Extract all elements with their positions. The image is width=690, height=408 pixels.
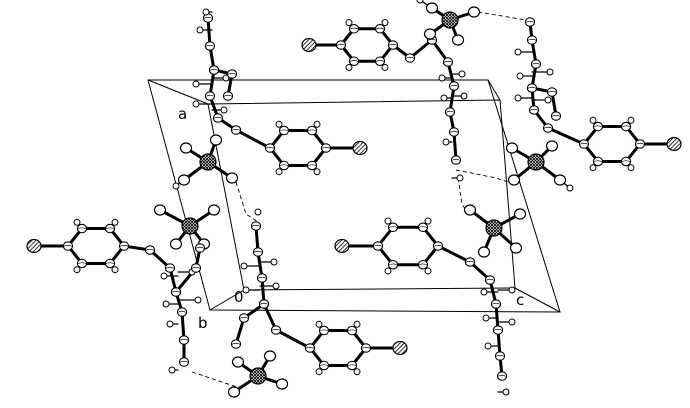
oxygen-atom: [179, 175, 190, 185]
hydrogen-atom: [346, 64, 352, 70]
hydrogen-atom: [485, 343, 491, 349]
carbon-atom: [388, 41, 397, 49]
carbon-atom: [231, 126, 240, 134]
hydrogen-atom: [271, 259, 277, 265]
carbon-atom: [209, 66, 218, 74]
carbon-atom: [77, 224, 86, 232]
hydrogen-atom: [461, 93, 467, 99]
hydrogen-atom: [173, 183, 179, 189]
carbon-atom: [257, 274, 266, 282]
carbon-atom: [579, 140, 588, 148]
hydrogen-atom: [197, 27, 203, 33]
unit-cell-edge: [488, 80, 500, 100]
oxygen-atom: [181, 143, 192, 153]
carbon-atom: [145, 246, 154, 254]
oxygen-atom: [479, 247, 490, 257]
hydrogen-atom: [316, 321, 322, 327]
carbon-atom: [307, 126, 316, 134]
hydrogen-atom: [243, 287, 249, 293]
carbon-atom: [593, 122, 602, 130]
oxygen-atom: [511, 243, 522, 253]
hydrogen-atom: [354, 321, 360, 327]
hydrogen-atom: [221, 107, 227, 113]
phosphorus-atom: [200, 154, 216, 170]
carbon-atom: [205, 42, 214, 50]
carbon-atom: [349, 25, 358, 33]
hydrogen-atom: [255, 209, 261, 215]
hydrogen-atom: [590, 165, 596, 171]
carbon-atom: [465, 258, 474, 266]
hydrogen-atom: [382, 20, 388, 26]
hydrogen-atom: [74, 219, 80, 225]
carbon-atom: [449, 82, 458, 90]
carbon-atom: [635, 140, 644, 148]
bond: [438, 246, 470, 262]
axis-label-b: b: [198, 314, 208, 332]
hydrogen-atom: [483, 315, 489, 321]
oxygen-atom: [155, 205, 166, 215]
carbon-atom: [171, 288, 180, 296]
oxygen-atom: [211, 135, 222, 145]
carbon-atom: [347, 326, 356, 334]
hydrogen-bond: [456, 170, 508, 182]
hydrogen-atom: [161, 273, 167, 279]
hydrogen-atom: [517, 73, 523, 79]
phosphorus-atom: [442, 12, 458, 28]
hydrogen-atom: [567, 185, 573, 191]
hydrogen-atom: [509, 319, 515, 325]
hydrogen-atom: [385, 218, 391, 224]
hydrogen-atom: [481, 289, 487, 295]
carbon-atom: [305, 344, 314, 352]
carbon-atom: [253, 248, 262, 256]
carbon-atom: [321, 144, 330, 152]
carbon-atom: [105, 259, 114, 267]
oxygen-atom: [265, 351, 276, 361]
carbon-atom: [451, 156, 460, 164]
carbon-atom: [195, 244, 204, 252]
axis-label-c: c: [516, 291, 525, 309]
bond: [236, 130, 270, 148]
oxygen-atom: [465, 205, 476, 215]
oxygen-atom: [507, 143, 518, 153]
carbon-atom: [307, 161, 316, 169]
carbon-atom: [527, 36, 536, 44]
oxygen-atom: [547, 141, 558, 151]
carbon-atom: [373, 242, 382, 250]
hydrogen-atom: [195, 297, 201, 303]
carbon-atom: [231, 340, 240, 348]
carbon-atom: [271, 326, 280, 334]
phosphorus-atom: [250, 368, 266, 384]
hydrogen-bond: [458, 178, 466, 210]
carbon-atom: [445, 108, 454, 116]
hydrogen-atom: [112, 267, 118, 273]
oxygen-atom: [555, 175, 566, 185]
hydrogen-atom: [443, 139, 449, 145]
carbon-atom: [251, 222, 260, 230]
axis-label-origin: 0: [234, 288, 244, 306]
phosphorus-atom: [486, 220, 502, 236]
carbon-atom: [405, 54, 414, 62]
carbon-atom: [491, 300, 500, 308]
hydrogen-atom: [276, 121, 282, 127]
carbon-atom: [531, 60, 540, 68]
carbon-atom: [449, 128, 458, 136]
hydrogen-atom: [354, 369, 360, 375]
hydrogen-atom: [273, 283, 279, 289]
carbon-atom: [495, 352, 504, 360]
carbon-atom: [177, 308, 186, 316]
hydrogen-atom: [314, 121, 320, 127]
carbon-atom: [388, 223, 397, 231]
hydrogen-atom: [203, 9, 209, 15]
hydrogen-atom: [417, 0, 423, 3]
hydrogen-atom: [425, 268, 431, 274]
carbon-atom: [593, 157, 602, 165]
carbon-atom: [319, 361, 328, 369]
hydrogen-atom: [441, 95, 447, 101]
chlorine-atom: [27, 240, 41, 253]
hydrogen-atom: [547, 69, 553, 75]
hydrogen-atom: [425, 218, 431, 224]
carbon-atom: [223, 92, 232, 100]
oxygen-atom: [453, 35, 464, 45]
hydrogen-atom: [314, 169, 320, 175]
chlorine-atom: [393, 342, 407, 355]
carbon-atom: [418, 223, 427, 231]
hydrogen-atom: [163, 301, 169, 307]
oxygen-atom: [509, 175, 520, 185]
oxygen-atom: [209, 205, 220, 215]
atoms: [27, 0, 681, 397]
phosphorus-atom: [528, 154, 544, 170]
carbon-atom: [525, 18, 534, 26]
carbon-atom: [265, 144, 274, 152]
carbon-atom: [349, 57, 358, 65]
oxygen-atom: [425, 29, 436, 39]
carbon-atom: [279, 126, 288, 134]
hydrogen-atom: [346, 20, 352, 26]
carbon-atom: [361, 344, 370, 352]
hydrogen-bond: [236, 182, 258, 222]
hydrogen-atom: [112, 219, 118, 225]
hydrogen-atom: [193, 101, 199, 107]
hydrogen-bond: [478, 12, 532, 30]
carbon-atom: [77, 259, 86, 267]
carbon-atom: [239, 314, 248, 322]
carbon-atom: [375, 57, 384, 65]
chlorine-atom: [353, 142, 367, 155]
carbon-atom: [375, 25, 384, 33]
carbon-atom: [336, 41, 345, 49]
carbon-atom: [105, 224, 114, 232]
carbon-atom: [279, 161, 288, 169]
hydrogen-atom: [628, 165, 634, 171]
carbon-atom: [433, 242, 442, 250]
hydrogen-atom: [241, 263, 247, 269]
carbon-atom: [621, 122, 630, 130]
carbon-atom: [485, 276, 494, 284]
oxygen-atom: [227, 173, 238, 183]
chlorine-atom: [667, 138, 681, 151]
axis-label-a: a: [178, 105, 188, 123]
oxygen-atom: [469, 7, 480, 17]
hydrogen-atom: [439, 75, 445, 81]
carbon-atom: [227, 70, 236, 78]
carbon-atom: [319, 326, 328, 334]
hydrogen-atom: [382, 64, 388, 70]
oxygen-atom: [427, 3, 438, 13]
carbon-atom: [551, 112, 560, 120]
hydrogen-bonds: [192, 12, 532, 388]
hydrogen-atom: [276, 169, 282, 175]
carbon-atom: [388, 261, 397, 269]
hydrogen-atom: [459, 71, 465, 77]
carbon-atom: [543, 124, 552, 132]
hydrogen-atom: [316, 369, 322, 375]
hydrogen-atom: [457, 175, 463, 181]
hydrogen-atom: [169, 367, 175, 373]
hydrogen-atom: [509, 287, 515, 293]
carbon-atom: [347, 361, 356, 369]
oxygen-atom: [171, 239, 182, 249]
oxygen-atom: [233, 357, 244, 367]
hydrogen-atom: [503, 389, 509, 395]
carbon-atom: [621, 157, 630, 165]
hydrogen-atom: [385, 268, 391, 274]
carbon-atom: [418, 261, 427, 269]
bond: [276, 330, 310, 348]
hydrogen-atom: [545, 97, 551, 103]
carbon-atom: [63, 242, 72, 250]
carbon-atom: [527, 84, 536, 92]
carbon-atom: [529, 106, 538, 114]
phosphorus-atom: [182, 218, 198, 234]
chlorine-atom: [335, 240, 349, 253]
hydrogen-atom: [515, 49, 521, 55]
unit-cell: [148, 80, 560, 312]
carbon-atom: [179, 336, 188, 344]
carbon-atom: [205, 92, 214, 100]
hydrogen-atom: [515, 95, 521, 101]
carbon-atom: [191, 264, 200, 272]
hydrogen-bond: [192, 372, 246, 388]
carbon-atom: [443, 58, 452, 66]
oxygen-atom: [277, 379, 288, 389]
carbon-atom: [213, 114, 222, 122]
oxygen-atom: [515, 209, 526, 219]
carbon-atom: [497, 372, 506, 380]
oxygen-atom: [229, 387, 240, 397]
carbon-atom: [259, 300, 268, 308]
hydrogen-atom: [590, 117, 596, 123]
chlorine-atom: [302, 39, 316, 52]
carbon-atom: [179, 358, 188, 366]
hydrogen-atom: [193, 81, 199, 87]
hydrogen-atom: [628, 117, 634, 123]
hydrogen-atom: [74, 267, 80, 273]
carbon-atom: [119, 242, 128, 250]
carbon-atom: [493, 326, 502, 334]
hydrogen-atom: [167, 321, 173, 327]
carbon-atom: [165, 264, 174, 272]
carbon-atom: [547, 88, 556, 96]
